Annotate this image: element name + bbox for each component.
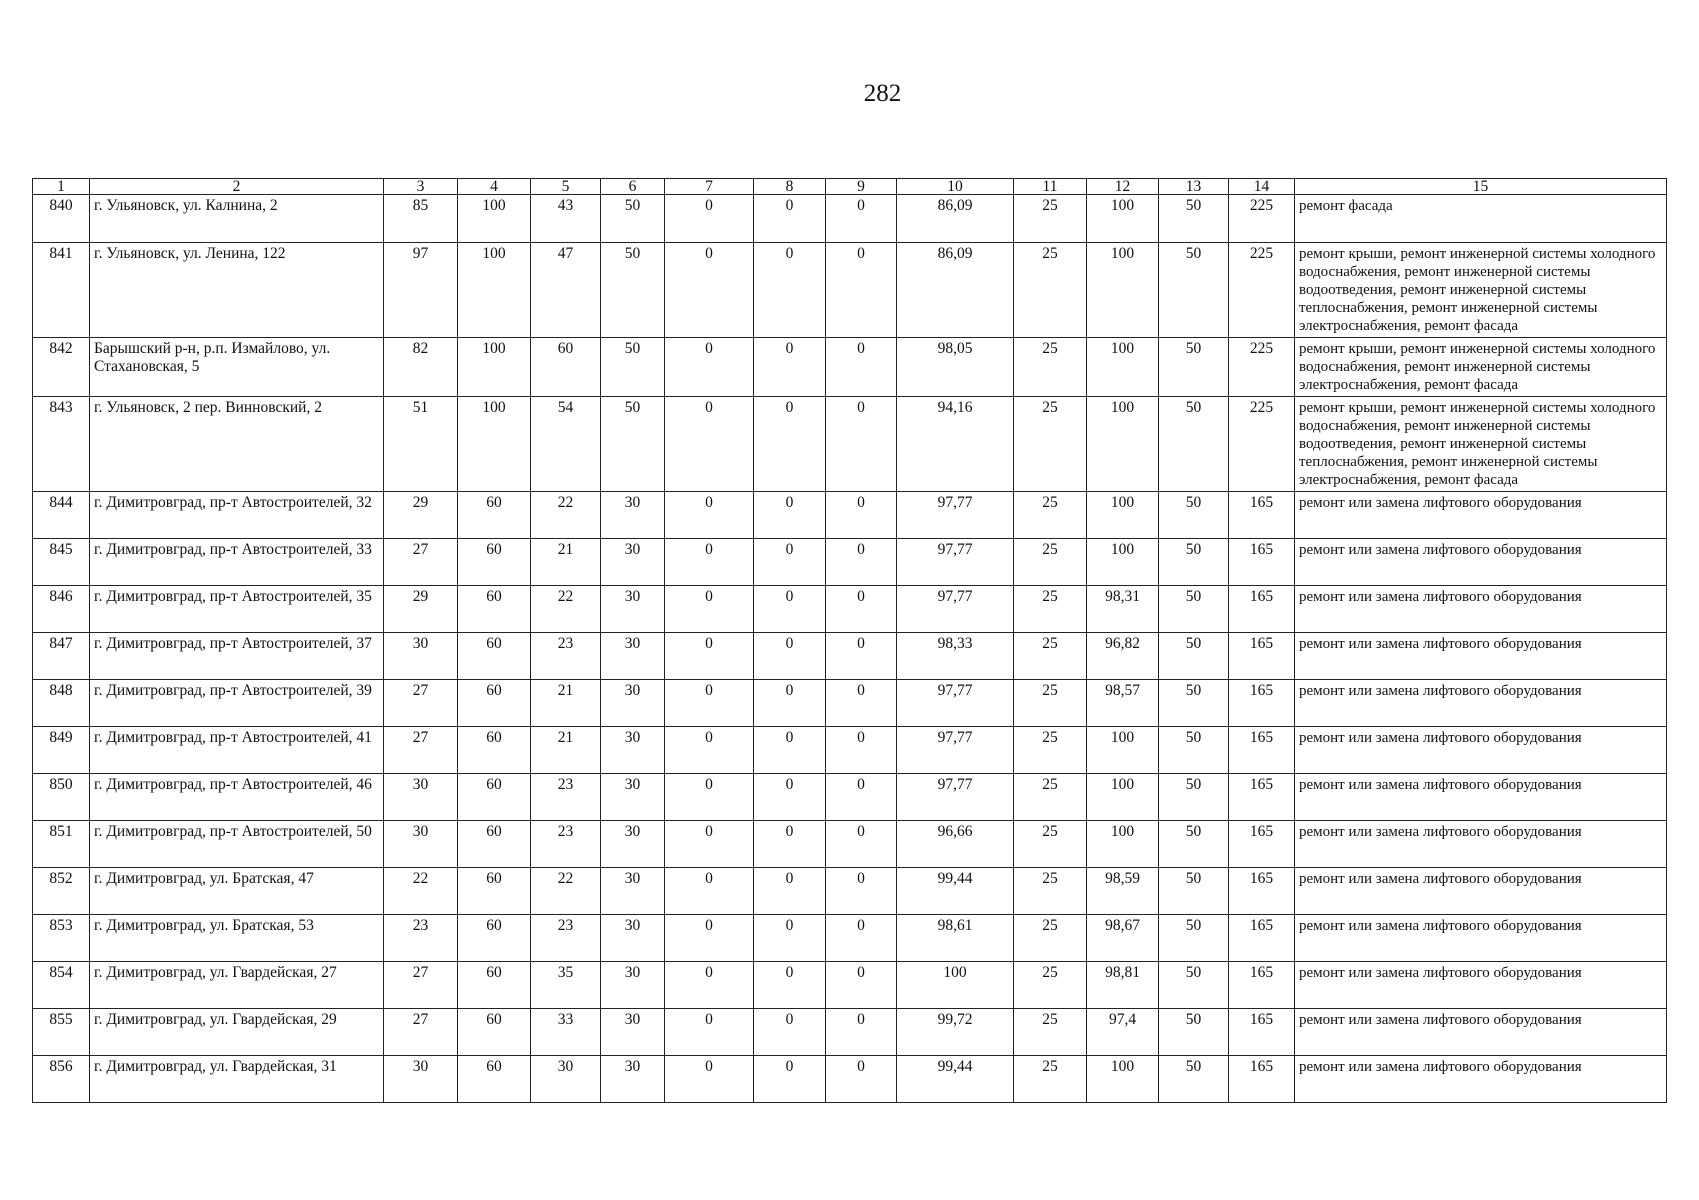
cell-value: 165: [1229, 539, 1295, 586]
cell-value: 100: [458, 338, 531, 397]
registry-table: [32, 178, 1667, 1103]
cell-value: 165: [1229, 727, 1295, 774]
cell-value: 94,16: [897, 397, 1014, 492]
cell-value: 0: [665, 962, 754, 1009]
column-header-6: 6: [601, 179, 665, 195]
cell-value: 98,61: [897, 915, 1014, 962]
cell-value: 60: [458, 727, 531, 774]
cell-row-number: 848: [33, 680, 90, 727]
cell-value: 25: [1014, 680, 1087, 727]
cell-value: 0: [665, 774, 754, 821]
cell-value: 60: [458, 680, 531, 727]
cell-value: 25: [1014, 243, 1087, 338]
cell-value: 30: [601, 586, 665, 633]
cell-value: 97: [384, 243, 458, 338]
cell-value: 98,05: [897, 338, 1014, 397]
cell-value: 86,09: [897, 195, 1014, 243]
cell-value: 225: [1229, 195, 1295, 243]
cell-value: 0: [665, 338, 754, 397]
cell-value: 30: [601, 539, 665, 586]
cell-value: 165: [1229, 821, 1295, 868]
cell-value: 23: [531, 915, 601, 962]
cell-address: г. Димитровград, пр-т Автостроителей, 37: [90, 633, 384, 680]
cell-row-number: 846: [33, 586, 90, 633]
table-row: [33, 195, 1667, 243]
cell-value: 30: [601, 633, 665, 680]
cell-value: 0: [665, 633, 754, 680]
cell-value: 165: [1229, 633, 1295, 680]
cell-work-types: ремонт крыши, ремонт инженерной системы холодного водоснабжения, ремонт инженерной системы водоотведения, ремонт инженерной системы теплоснабжения, ремонт инженерной системы электроснабжения, ремонт фасада: [1295, 397, 1667, 492]
column-header-4: 4: [458, 179, 531, 195]
table-row: [33, 338, 1667, 397]
cell-value: 0: [754, 868, 826, 915]
cell-address: г. Димитровград, пр-т Автостроителей, 46: [90, 774, 384, 821]
cell-value: 22: [531, 492, 601, 539]
cell-value: 100: [1087, 821, 1159, 868]
cell-value: 50: [1159, 680, 1229, 727]
cell-value: 86,09: [897, 243, 1014, 338]
cell-value: 27: [384, 727, 458, 774]
table-body: [33, 195, 1667, 1103]
cell-value: 225: [1229, 397, 1295, 492]
cell-value: 100: [1087, 774, 1159, 821]
column-header-13: 13: [1159, 179, 1229, 195]
cell-row-number: 856: [33, 1056, 90, 1103]
cell-value: 98,31: [1087, 586, 1159, 633]
cell-value: 25: [1014, 397, 1087, 492]
cell-value: 25: [1014, 962, 1087, 1009]
cell-value: 60: [458, 915, 531, 962]
cell-value: 30: [601, 915, 665, 962]
cell-value: 0: [826, 539, 897, 586]
cell-value: 0: [665, 915, 754, 962]
cell-value: 47: [531, 243, 601, 338]
cell-value: 97,77: [897, 539, 1014, 586]
table-row: [33, 243, 1667, 338]
table-row: [33, 680, 1667, 727]
cell-row-number: 844: [33, 492, 90, 539]
cell-value: 0: [665, 397, 754, 492]
cell-value: 99,44: [897, 1056, 1014, 1103]
cell-value: 60: [458, 586, 531, 633]
cell-value: 25: [1014, 821, 1087, 868]
cell-value: 50: [1159, 195, 1229, 243]
cell-value: 30: [601, 680, 665, 727]
cell-value: 60: [458, 492, 531, 539]
cell-value: 60: [531, 338, 601, 397]
cell-value: 27: [384, 962, 458, 1009]
cell-value: 100: [1087, 195, 1159, 243]
cell-value: 96,82: [1087, 633, 1159, 680]
cell-value: 25: [1014, 539, 1087, 586]
cell-value: 50: [1159, 774, 1229, 821]
cell-value: 225: [1229, 243, 1295, 338]
cell-value: 51: [384, 397, 458, 492]
cell-work-types: ремонт или замена лифтового оборудования: [1295, 1009, 1667, 1056]
header-row: [33, 179, 1667, 195]
cell-value: 0: [754, 539, 826, 586]
cell-value: 100: [1087, 727, 1159, 774]
cell-value: 50: [1159, 915, 1229, 962]
cell-value: 30: [384, 821, 458, 868]
cell-value: 0: [754, 586, 826, 633]
cell-value: 98,67: [1087, 915, 1159, 962]
cell-value: 30: [601, 1056, 665, 1103]
cell-value: 21: [531, 680, 601, 727]
cell-value: 50: [1159, 586, 1229, 633]
cell-value: 60: [458, 962, 531, 1009]
cell-row-number: 843: [33, 397, 90, 492]
cell-value: 165: [1229, 915, 1295, 962]
cell-value: 100: [458, 243, 531, 338]
column-header-12: 12: [1087, 179, 1159, 195]
column-header-15: 15: [1295, 179, 1667, 195]
cell-work-types: ремонт или замена лифтового оборудования: [1295, 1056, 1667, 1103]
cell-work-types: ремонт или замена лифтового оборудования: [1295, 727, 1667, 774]
cell-value: 100: [1087, 1056, 1159, 1103]
cell-value: 25: [1014, 915, 1087, 962]
table-row: [33, 727, 1667, 774]
cell-value: 50: [1159, 821, 1229, 868]
cell-value: 50: [1159, 539, 1229, 586]
cell-work-types: ремонт или замена лифтового оборудования: [1295, 680, 1667, 727]
cell-value: 60: [458, 1009, 531, 1056]
cell-value: 0: [826, 727, 897, 774]
cell-value: 23: [384, 915, 458, 962]
column-header-10: 10: [897, 179, 1014, 195]
cell-value: 25: [1014, 727, 1087, 774]
cell-address: г. Димитровград, ул. Гвардейская, 27: [90, 962, 384, 1009]
cell-value: 98,33: [897, 633, 1014, 680]
cell-value: 0: [665, 492, 754, 539]
cell-value: 99,72: [897, 1009, 1014, 1056]
cell-address: г. Ульяновск, ул. Ленина, 122: [90, 243, 384, 338]
cell-value: 35: [531, 962, 601, 1009]
cell-value: 0: [754, 397, 826, 492]
column-header-7: 7: [665, 179, 754, 195]
cell-work-types: ремонт или замена лифтового оборудования: [1295, 915, 1667, 962]
cell-value: 0: [826, 195, 897, 243]
cell-value: 30: [601, 868, 665, 915]
cell-value: 0: [665, 1056, 754, 1103]
cell-value: 0: [665, 727, 754, 774]
cell-value: 50: [1159, 868, 1229, 915]
cell-value: 30: [601, 821, 665, 868]
cell-value: 0: [754, 1056, 826, 1103]
cell-value: 50: [1159, 1009, 1229, 1056]
cell-value: 0: [665, 539, 754, 586]
cell-value: 50: [1159, 338, 1229, 397]
cell-address: г. Димитровград, пр-т Автостроителей, 32: [90, 492, 384, 539]
cell-value: 100: [458, 397, 531, 492]
cell-value: 23: [531, 774, 601, 821]
cell-value: 225: [1229, 338, 1295, 397]
cell-address: Барышский р-н, р.п. Измайлово, ул. Стахановская, 5: [90, 338, 384, 397]
table-row: [33, 539, 1667, 586]
cell-value: 0: [826, 1056, 897, 1103]
cell-value: 99,44: [897, 868, 1014, 915]
cell-value: 0: [665, 243, 754, 338]
cell-value: 100: [458, 195, 531, 243]
column-header-2: 2: [90, 179, 384, 195]
column-header-11: 11: [1014, 179, 1087, 195]
cell-value: 97,4: [1087, 1009, 1159, 1056]
cell-value: 30: [601, 1009, 665, 1056]
cell-value: 0: [826, 680, 897, 727]
cell-value: 60: [458, 774, 531, 821]
cell-value: 23: [531, 821, 601, 868]
cell-value: 25: [1014, 338, 1087, 397]
cell-value: 0: [826, 586, 897, 633]
cell-address: г. Димитровград, пр-т Автостроителей, 39: [90, 680, 384, 727]
cell-value: 165: [1229, 774, 1295, 821]
cell-work-types: ремонт или замена лифтового оборудования: [1295, 821, 1667, 868]
cell-value: 165: [1229, 492, 1295, 539]
cell-value: 0: [665, 680, 754, 727]
cell-value: 100: [1087, 243, 1159, 338]
cell-address: г. Димитровград, ул. Гвардейская, 31: [90, 1056, 384, 1103]
cell-value: 0: [826, 1009, 897, 1056]
cell-value: 27: [384, 680, 458, 727]
cell-value: 60: [458, 539, 531, 586]
cell-row-number: 852: [33, 868, 90, 915]
cell-value: 0: [826, 633, 897, 680]
cell-value: 165: [1229, 680, 1295, 727]
cell-value: 50: [1159, 727, 1229, 774]
cell-value: 25: [1014, 868, 1087, 915]
table-row: [33, 397, 1667, 492]
cell-value: 0: [665, 1009, 754, 1056]
cell-value: 0: [754, 915, 826, 962]
cell-value: 27: [384, 539, 458, 586]
cell-value: 50: [1159, 633, 1229, 680]
cell-value: 22: [384, 868, 458, 915]
cell-work-types: ремонт или замена лифтового оборудования: [1295, 868, 1667, 915]
cell-value: 27: [384, 1009, 458, 1056]
cell-value: 22: [531, 868, 601, 915]
cell-value: 0: [826, 962, 897, 1009]
cell-value: 0: [826, 492, 897, 539]
cell-row-number: 849: [33, 727, 90, 774]
cell-value: 30: [601, 774, 665, 821]
cell-address: г. Ульяновск, ул. Калнина, 2: [90, 195, 384, 243]
cell-row-number: 853: [33, 915, 90, 962]
cell-work-types: ремонт или замена лифтового оборудования: [1295, 586, 1667, 633]
cell-value: 50: [1159, 1056, 1229, 1103]
cell-value: 165: [1229, 1009, 1295, 1056]
table-row: [33, 633, 1667, 680]
cell-value: 30: [531, 1056, 601, 1103]
cell-value: 165: [1229, 868, 1295, 915]
cell-value: 50: [601, 338, 665, 397]
cell-value: 0: [754, 195, 826, 243]
cell-value: 100: [897, 962, 1014, 1009]
cell-value: 60: [458, 821, 531, 868]
cell-value: 21: [531, 727, 601, 774]
cell-value: 97,77: [897, 727, 1014, 774]
cell-value: 0: [754, 243, 826, 338]
cell-row-number: 842: [33, 338, 90, 397]
cell-value: 97,77: [897, 492, 1014, 539]
cell-value: 96,66: [897, 821, 1014, 868]
cell-value: 98,57: [1087, 680, 1159, 727]
cell-work-types: ремонт или замена лифтового оборудования: [1295, 962, 1667, 1009]
cell-value: 97,77: [897, 774, 1014, 821]
cell-value: 21: [531, 539, 601, 586]
cell-value: 25: [1014, 195, 1087, 243]
cell-value: 100: [1087, 492, 1159, 539]
cell-value: 50: [1159, 397, 1229, 492]
table-row: [33, 492, 1667, 539]
cell-value: 100: [1087, 539, 1159, 586]
column-header-5: 5: [531, 179, 601, 195]
cell-value: 25: [1014, 1009, 1087, 1056]
cell-value: 100: [1087, 338, 1159, 397]
cell-address: г. Димитровград, пр-т Автостроителей, 41: [90, 727, 384, 774]
cell-value: 0: [665, 195, 754, 243]
cell-value: 30: [601, 492, 665, 539]
cell-value: 50: [1159, 243, 1229, 338]
cell-value: 97,77: [897, 680, 1014, 727]
table-row: [33, 821, 1667, 868]
table-row: [33, 915, 1667, 962]
cell-value: 25: [1014, 1056, 1087, 1103]
cell-value: 25: [1014, 774, 1087, 821]
cell-address: г. Димитровград, ул. Братская, 47: [90, 868, 384, 915]
cell-row-number: 841: [33, 243, 90, 338]
column-header-1: 1: [33, 179, 90, 195]
cell-value: 82: [384, 338, 458, 397]
cell-row-number: 855: [33, 1009, 90, 1056]
cell-value: 165: [1229, 1056, 1295, 1103]
cell-value: 0: [826, 774, 897, 821]
cell-value: 30: [384, 633, 458, 680]
cell-value: 98,59: [1087, 868, 1159, 915]
cell-value: 0: [754, 338, 826, 397]
cell-value: 43: [531, 195, 601, 243]
cell-address: г. Ульяновск, 2 пер. Винновский, 2: [90, 397, 384, 492]
cell-address: г. Димитровград, пр-т Автостроителей, 33: [90, 539, 384, 586]
cell-value: 25: [1014, 633, 1087, 680]
cell-value: 22: [531, 586, 601, 633]
cell-value: 29: [384, 492, 458, 539]
cell-value: 0: [826, 243, 897, 338]
column-header-8: 8: [754, 179, 826, 195]
cell-value: 23: [531, 633, 601, 680]
table-row: [33, 1009, 1667, 1056]
cell-value: 25: [1014, 492, 1087, 539]
cell-work-types: ремонт или замена лифтового оборудования: [1295, 539, 1667, 586]
cell-value: 60: [458, 868, 531, 915]
cell-value: 0: [665, 586, 754, 633]
cell-value: 0: [826, 397, 897, 492]
cell-row-number: 850: [33, 774, 90, 821]
cell-value: 0: [826, 821, 897, 868]
cell-value: 54: [531, 397, 601, 492]
cell-work-types: ремонт или замена лифтового оборудования: [1295, 633, 1667, 680]
cell-value: 0: [826, 338, 897, 397]
cell-value: 0: [754, 821, 826, 868]
cell-value: 0: [665, 868, 754, 915]
cell-value: 30: [601, 727, 665, 774]
cell-value: 0: [754, 774, 826, 821]
cell-value: 30: [601, 962, 665, 1009]
table-row: [33, 1056, 1667, 1103]
cell-value: 29: [384, 586, 458, 633]
cell-row-number: 854: [33, 962, 90, 1009]
cell-value: 25: [1014, 586, 1087, 633]
cell-value: 33: [531, 1009, 601, 1056]
cell-address: г. Димитровград, пр-т Автостроителей, 50: [90, 821, 384, 868]
table-row: [33, 586, 1667, 633]
cell-value: 85: [384, 195, 458, 243]
cell-address: г. Димитровград, ул. Братская, 53: [90, 915, 384, 962]
cell-value: 50: [1159, 492, 1229, 539]
cell-row-number: 847: [33, 633, 90, 680]
column-header-9: 9: [826, 179, 897, 195]
cell-value: 97,77: [897, 586, 1014, 633]
cell-work-types: ремонт крыши, ремонт инженерной системы холодного водоснабжения, ремонт инженерной системы электроснабжения, ремонт фасада: [1295, 338, 1667, 397]
cell-value: 60: [458, 1056, 531, 1103]
cell-value: 0: [826, 868, 897, 915]
cell-value: 50: [601, 397, 665, 492]
cell-value: 50: [1159, 962, 1229, 1009]
cell-work-types: ремонт или замена лифтового оборудования: [1295, 492, 1667, 539]
cell-value: 0: [754, 492, 826, 539]
cell-value: 165: [1229, 586, 1295, 633]
column-header-3: 3: [384, 179, 458, 195]
cell-value: 165: [1229, 962, 1295, 1009]
cell-row-number: 845: [33, 539, 90, 586]
cell-work-types: ремонт крыши, ремонт инженерной системы холодного водоснабжения, ремонт инженерной системы водоотведения, ремонт инженерной системы теплоснабжения, ремонт инженерной системы электроснабжения, ремонт фасада: [1295, 243, 1667, 338]
cell-value: 98,81: [1087, 962, 1159, 1009]
table-row: [33, 868, 1667, 915]
cell-value: 30: [384, 774, 458, 821]
table-row: [33, 774, 1667, 821]
cell-row-number: 840: [33, 195, 90, 243]
cell-value: 100: [1087, 397, 1159, 492]
cell-value: 0: [754, 680, 826, 727]
cell-value: 50: [601, 243, 665, 338]
cell-value: 0: [826, 915, 897, 962]
cell-value: 0: [665, 821, 754, 868]
page-number: 282: [863, 80, 902, 107]
cell-address: г. Димитровград, ул. Гвардейская, 29: [90, 1009, 384, 1056]
cell-work-types: ремонт или замена лифтового оборудования: [1295, 774, 1667, 821]
cell-address: г. Димитровград, пр-т Автостроителей, 35: [90, 586, 384, 633]
cell-value: 60: [458, 633, 531, 680]
cell-row-number: 851: [33, 821, 90, 868]
table-row: [33, 962, 1667, 1009]
cell-work-types: ремонт фасада: [1295, 195, 1667, 243]
cell-value: 0: [754, 1009, 826, 1056]
cell-value: 0: [754, 727, 826, 774]
cell-value: 0: [754, 962, 826, 1009]
cell-value: 0: [754, 633, 826, 680]
cell-value: 30: [384, 1056, 458, 1103]
cell-value: 50: [601, 195, 665, 243]
column-header-14: 14: [1229, 179, 1295, 195]
